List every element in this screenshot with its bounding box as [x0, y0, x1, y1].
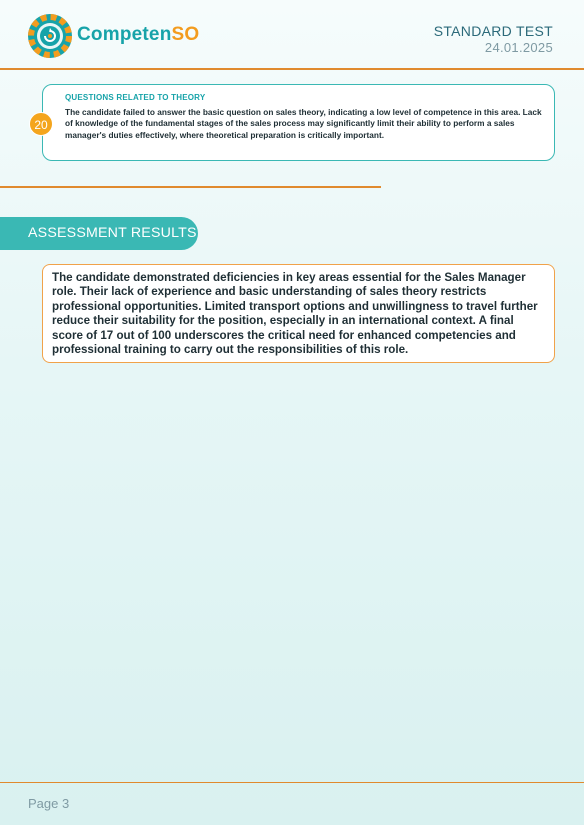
- test-date: 24.01.2025: [484, 40, 553, 55]
- test-title: STANDARD TEST: [433, 23, 553, 39]
- page-number: Page 3: [28, 796, 70, 811]
- brand-name-part1: Competen: [77, 24, 172, 45]
- question-text: The candidate failed to answer the basic question on sales theory, indicating a low level of competence in this area. Lack of knowledge of the fundamental stages of the sales process may significantly limit their ability to perform a sales manager's duties effectively, where theoretical preparation is critically important.: [65, 107, 542, 140]
- competenso-logo-icon: [27, 13, 73, 59]
- section-divider: [0, 186, 381, 188]
- assessment-results-heading: ASSESSMENT RESULTS: [0, 217, 198, 250]
- brand-name: [77, 24, 199, 46]
- footer-divider: [0, 782, 584, 783]
- assessment-summary-text: The candidate demonstrated deficiencies in key areas essential for the Sales Manager role. Their lack of experience and basic understanding of sales theory restricts professional opportunities. Limited transport options and unwillingness to travel further reduce their suitability for the position, especially in an international context. A final score of 17 out of 100 underscores the critical need for enhanced competencies and professional training to carry out the responsibilities of this role.: [52, 271, 538, 357]
- question-number-badge: 20: [29, 112, 53, 136]
- page-header: [0, 0, 584, 69]
- question-card: [42, 84, 555, 161]
- assessment-summary-card: [42, 264, 555, 363]
- question-title: QUESTIONS RELATED TO THEORY: [65, 93, 206, 102]
- brand-name-part2: SO: [171, 24, 200, 45]
- header-divider: [0, 68, 584, 70]
